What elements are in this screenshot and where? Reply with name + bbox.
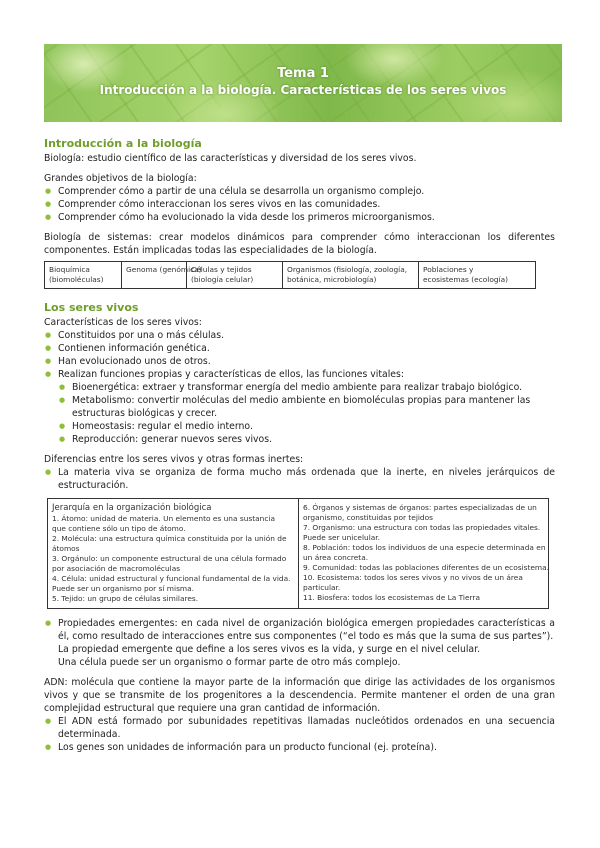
hierarchy-left-column	[48, 499, 298, 608]
list-item: ● Metabolismo: convertir moléculas del medio ambiente en biomoléculas propias para mantener las estructuras biológicas y crecer.	[58, 394, 555, 420]
document-body	[44, 137, 555, 754]
table-cell: Células y tejidos (biología celular)	[187, 262, 283, 289]
emergent-cell-text: Una célula puede ser un organismo o formar parte de otro más complejo.	[58, 657, 401, 668]
hierarchy-line: un área concreta.	[303, 553, 369, 562]
list-item: ● Contienen información genética.	[44, 342, 555, 355]
list-item: ● Reproducción: generar nuevos seres vivos.	[58, 433, 555, 446]
list-item: ● Bioenergética: extraer y transformar energía del medio ambiente para realizar trabajo biológico.	[58, 381, 555, 394]
list-item: ● Realizan funciones propias y características de ellos, las funciones vitales:	[44, 368, 555, 381]
hierarchy-line: 8. Población: todos los individuos de una especie determinada en	[303, 543, 546, 552]
banner-title: Tema 1	[277, 66, 329, 81]
specialties-table	[44, 261, 536, 289]
hierarchy-line: por asociación de macromoléculas	[52, 564, 181, 573]
emergent-list	[44, 617, 555, 643]
hierarchy-line: 3. Orgánulo: un componente estructural de una célula formado	[52, 554, 287, 563]
characteristics-title: Características de los seres vivos:	[44, 317, 202, 328]
list-item: ● Los genes son unidades de información para un producto funcional (ej. proteína).	[44, 741, 555, 754]
banner-subtitle: Introducción a la biología. Características de los seres vivos	[99, 83, 507, 97]
biology-definition: Biología: estudio científico de las características y diversidad de los seres vivos.	[44, 153, 417, 164]
hierarchy-line: Puede ser unicelular.	[303, 533, 380, 542]
hierarchy-line: 1. Átomo: unidad de materia. Un elemento es una sustancia	[52, 514, 275, 523]
hierarchy-line: 5. Tejido: un grupo de células similares.	[52, 594, 199, 603]
hierarchy-line: 2. Molécula: una estructura química constituida por la unión de	[52, 534, 287, 543]
hierarchy-right-column	[298, 499, 548, 608]
list-item: ● Comprender cómo interaccionan los seres vivos en las comunidades.	[44, 198, 555, 211]
differences-title: Diferencias entre los seres vivos y otras formas inertes:	[44, 454, 304, 465]
hierarchy-line: organismo, constituidas por tejidos	[303, 513, 433, 522]
section-heading-living-beings: Los seres vivos	[44, 301, 139, 314]
hierarchy-line: 7. Organismo: una estructura con todas las propiedades vitales.	[303, 523, 541, 532]
emergent-life-text: La propiedad emergente que define a los seres vivos es la vida, y surge en el nivel celular.	[58, 644, 481, 655]
list-item: ● Han evolucionado unos de otros.	[44, 355, 555, 368]
list-item: ● Comprender cómo a partir de una célula se desarrolla un organismo complejo.	[44, 185, 555, 198]
list-item: ● Homeostasis: regular el medio interno.	[58, 420, 555, 433]
list-item: ● Constituidos por una o más células.	[44, 329, 555, 342]
list-item: ● Comprender cómo ha evolucionado la vida desde los primeros microorganismos.	[44, 211, 555, 224]
list-item: ● Propiedades emergentes: en cada nivel de organización biológica emergen propiedades características a él, como resultado de interacciones entre sus componentes (“el todo es más que la suma de sus partes”).	[44, 617, 555, 643]
vital-functions-list	[58, 381, 555, 446]
list-item: ● La materia viva se organiza de forma mucho más ordenada que la inerte, en niveles jerárquicos de estructuración.	[44, 466, 555, 492]
hierarchy-line: Puede ser un organismo por sí misma.	[52, 584, 194, 593]
table-row	[45, 262, 536, 289]
hierarchy-line: 6. Órganos y sistemas de órganos: partes especializadas de un	[303, 503, 537, 512]
hierarchy-line: 10. Ecosistema: todos los seres vivos y no vivos de un área	[303, 573, 523, 582]
header-banner	[44, 44, 562, 122]
list-item: ● El ADN está formado por subunidades repetitivas llamadas nucleótidos ordenados en una secuencia determinada.	[44, 715, 555, 741]
table-cell: Bioquímica (biomoléculas)	[45, 262, 122, 289]
table-cell: Organismos (fisiología, zoología, botánica, microbiología)	[283, 262, 419, 289]
section-heading-intro: Introducción a la biología	[44, 137, 202, 150]
hierarchy-box	[47, 498, 549, 609]
hierarchy-line: que contiene sólo un tipo de átomo.	[52, 524, 186, 533]
adn-definition: ADN: molécula que contiene la mayor parte de la información que dirige las actividades de los organismos vivos y que se transmite de los progenitores a la descendencia. Permite mantener el orden de una gran complejidad estructural que requiere una gran cantidad de información.	[44, 677, 555, 714]
hierarchy-line: átomos	[52, 544, 80, 553]
characteristics-list	[44, 329, 555, 381]
systems-biology-text: Biología de sistemas: crear modelos dinámicos para comprender cómo interaccionan los diferentes componentes. Están implicadas todas las especialidades de la biología.	[44, 232, 555, 256]
objectives-title: Grandes objetivos de la biología:	[44, 173, 197, 184]
table-cell: Genoma (genómica)	[122, 262, 187, 289]
table-cell: Poblaciones y ecosistemas (ecología)	[419, 262, 536, 289]
objectives-list	[44, 185, 555, 224]
hierarchy-line: 9. Comunidad: todas las poblaciones diferentes de un ecosistema.	[303, 563, 549, 572]
hierarchy-line: 11. Biosfera: todos los ecosistemas de La Tierra	[303, 593, 480, 602]
adn-list	[44, 715, 555, 754]
hierarchy-title: Jerarquía en la organización biológica	[52, 503, 212, 513]
differences-list	[44, 466, 555, 492]
hierarchy-line: particular.	[303, 583, 341, 592]
hierarchy-line: 4. Célula: unidad estructural y funcional fundamental de la vida.	[52, 574, 291, 583]
